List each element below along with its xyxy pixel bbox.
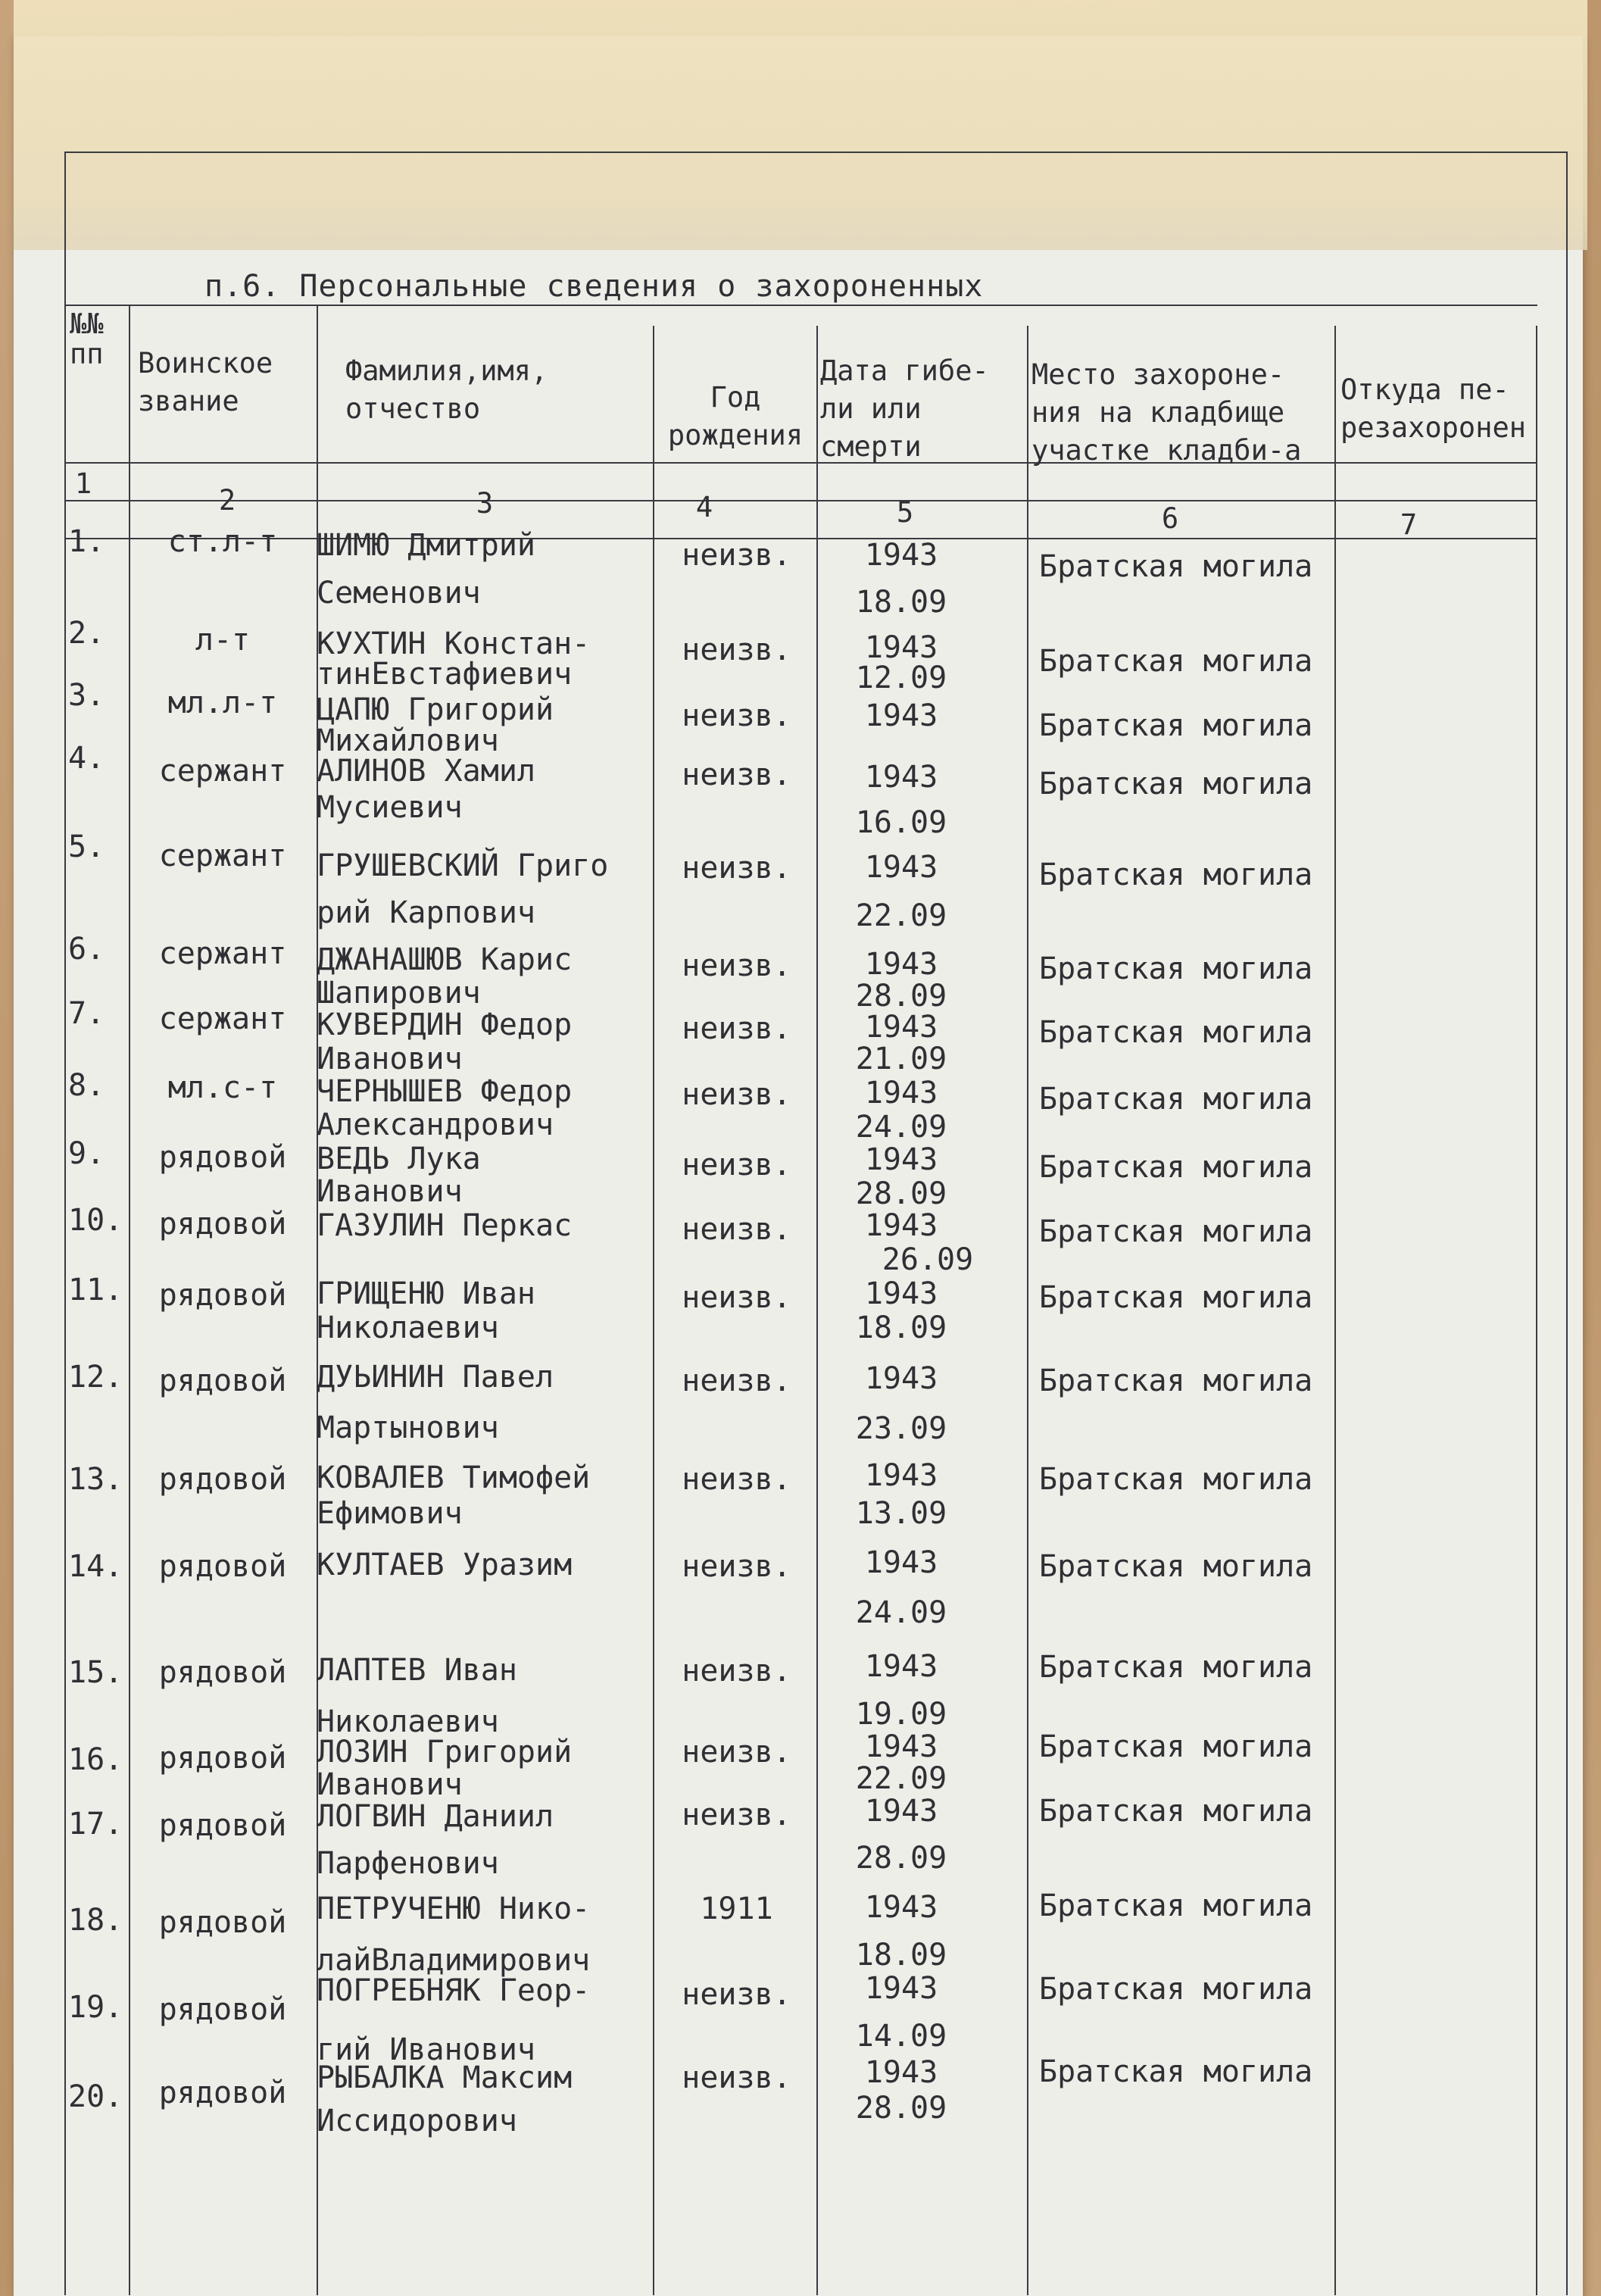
row-number: 13. (68, 1462, 123, 1497)
row-name-line2: гий Иванович (317, 2032, 535, 2067)
row-birth: неизв. (682, 1011, 791, 1046)
row-rank: сержант (158, 839, 287, 873)
row-death-date: 22.09 (855, 898, 947, 933)
row-birth: неизв. (682, 1212, 791, 1247)
row-rank: ст.л-т (167, 524, 278, 559)
row-place: Братская могила (1039, 549, 1313, 584)
row-place: Братская могила (1039, 1214, 1313, 1249)
row-name-line2: Ефимович (317, 1496, 463, 1531)
row-death-year: 1943 (864, 1076, 938, 1111)
row-number: 4. (68, 741, 105, 776)
row-rank: мл.л-т (167, 686, 278, 720)
row-name-line1: ГРУШЕВСКИЙ Григо (317, 848, 609, 883)
row-name-line1: ДУЬИНИН Павел (317, 1360, 554, 1395)
row-rank: сержант (158, 936, 287, 971)
col-number: 3 (476, 487, 494, 520)
header-place: Место захороне- ния на кладбище участке кладби-а (1031, 358, 1302, 467)
row-birth: 1911 (700, 1891, 773, 1926)
row-name-line2: Александрович (317, 1107, 554, 1142)
row-name-line1: ПЕТРУЧЕНЮ Нико- (317, 1891, 591, 1926)
row-rank: рядовой (158, 1808, 287, 1843)
col-number: 6 (1161, 502, 1179, 535)
row-number: 3. (68, 678, 105, 713)
row-name-line2: Иссидорович (317, 2104, 517, 2138)
row-rank: л-т (195, 623, 251, 658)
row-birth: неизв. (682, 1977, 791, 2012)
row-name-line2: Парфенович (317, 1846, 499, 1881)
col-number: 4 (695, 491, 713, 523)
row-death-date: 18.09 (855, 585, 947, 620)
row-birth: неизв. (682, 1549, 791, 1584)
row-name-line2: тинЕвстафиевич (317, 657, 573, 692)
row-place: Братская могила (1039, 857, 1313, 892)
row-birth: неизв. (682, 698, 791, 733)
col-number: 1 (74, 467, 92, 500)
row-name-line2: Михайлович (317, 723, 499, 758)
row-name-line1: ПОГРЕБНЯК Геор- (317, 1973, 591, 2008)
row-place: Братская могила (1039, 1650, 1313, 1685)
row-death-year: 1943 (864, 538, 938, 573)
col-number: 7 (1400, 508, 1418, 541)
row-rank: рядовой (158, 1741, 287, 1776)
row-place: Братская могила (1039, 1364, 1313, 1398)
header-death: Дата гибе- ли или смерти (820, 355, 989, 463)
row-rank: сержант (158, 1001, 287, 1036)
row-name-line1: ЛАПТЕВ Иван (317, 1653, 517, 1688)
row-rank: рядовой (158, 1549, 287, 1584)
row-rank: рядовой (158, 1655, 287, 1690)
row-death-date: 12.09 (855, 661, 947, 695)
row-birth: неизв. (682, 1735, 791, 1770)
row-death-year: 1943 (864, 1649, 938, 1684)
header-name: Фамилия,имя, отчество (345, 355, 548, 425)
row-name-line2: Мартынович (317, 1410, 499, 1445)
row-death-date: 26.09 (882, 1242, 974, 1277)
row-rank: рядовой (158, 1140, 287, 1175)
row-name-line1: ЦАПЮ Григорий (317, 692, 554, 727)
row-place: Братская могила (1039, 644, 1313, 679)
row-rank: сержант (158, 754, 287, 789)
row-name-line1: КУЛТАЕВ Уразим (317, 1548, 573, 1582)
row-number: 15. (68, 1655, 123, 1690)
row-name-line1: АЛИНОВ Хамил (317, 754, 535, 789)
row-death-year: 1943 (864, 1208, 938, 1243)
row-number: 20. (68, 2079, 123, 2114)
row-number: 11. (68, 1273, 123, 1307)
row-name-line1: ЛОГВИН Даниил (317, 1799, 554, 1834)
row-name-line1: РЫБАЛКА Максим (317, 2060, 573, 2095)
row-death-date: 19.09 (855, 1697, 947, 1732)
row-birth: неизв. (682, 948, 791, 983)
row-rank: рядовой (158, 1207, 287, 1242)
row-birth: неизв. (682, 1148, 791, 1182)
row-number: 19. (68, 1990, 123, 2025)
row-death-year: 1943 (864, 1545, 938, 1580)
row-death-date: 28.09 (855, 1841, 947, 1876)
row-death-date: 18.09 (855, 1310, 947, 1345)
row-death-year: 1943 (864, 1729, 938, 1764)
row-rank: рядовой (158, 1462, 287, 1497)
row-number: 7. (68, 996, 105, 1031)
row-name-line2: Иванович (317, 1042, 463, 1076)
row-death-year: 1943 (864, 1458, 938, 1493)
row-birth: неизв. (682, 851, 791, 886)
row-name-line2: Семенович (317, 576, 481, 611)
row-number: 6. (68, 932, 105, 967)
row-place: Братская могила (1039, 767, 1313, 801)
row-rank: рядовой (158, 1278, 287, 1313)
row-name-line2: Николаевич (317, 1310, 499, 1345)
col-number: 2 (218, 484, 236, 517)
row-birth: неизв. (682, 1798, 791, 1832)
row-place: Братская могила (1039, 1150, 1313, 1185)
row-place: Братская могила (1039, 1082, 1313, 1117)
row-name-line2: Иванович (317, 1174, 463, 1209)
col-number: 5 (896, 496, 914, 529)
row-place: Братская могила (1039, 1794, 1313, 1829)
row-birth: неизв. (682, 1462, 791, 1497)
row-number: 8. (68, 1068, 105, 1103)
row-number: 2. (68, 616, 105, 651)
row-death-year: 1943 (864, 1971, 938, 2006)
row-place: Братская могила (1039, 1549, 1313, 1584)
row-death-year: 1943 (864, 1142, 938, 1177)
row-birth: неизв. (682, 1280, 791, 1315)
row-death-date: 24.09 (855, 1595, 947, 1630)
row-name-line2: Иванович (317, 1767, 463, 1802)
row-death-date: 18.09 (855, 1938, 947, 1973)
row-name-line1: ЛОЗИН Григорий (317, 1735, 573, 1770)
row-death-date: 22.09 (855, 1761, 947, 1796)
row-death-year: 1943 (864, 1890, 938, 1925)
row-name-line1: ГАЗУЛИН Перкас (317, 1208, 573, 1243)
row-death-date: 21.09 (855, 1042, 947, 1076)
row-birth: неизв. (682, 538, 791, 573)
row-death-year: 1943 (864, 2055, 938, 2090)
row-birth: неизв. (682, 2060, 791, 2095)
row-birth: неизв. (682, 1364, 791, 1398)
row-place: Братская могила (1039, 1729, 1313, 1764)
row-place: Братская могила (1039, 1462, 1313, 1497)
header-num: №№ пп (70, 308, 104, 370)
row-name-line1: ВЕДЬ Лука (317, 1142, 481, 1176)
row-place: Братская могила (1039, 1888, 1313, 1923)
row-death-date: 28.09 (855, 1176, 947, 1211)
row-number: 16. (68, 1742, 123, 1777)
row-death-date: 14.09 (855, 2019, 947, 2054)
row-name-line1: КУХТИН Констан- (317, 626, 591, 661)
row-death-year: 1943 (864, 1010, 938, 1045)
row-name-line2: Шапирович (317, 976, 481, 1011)
row-rank: рядовой (158, 1364, 287, 1398)
row-death-date: 24.09 (855, 1110, 947, 1145)
row-place: Братская могила (1039, 951, 1313, 986)
row-number: 10. (68, 1203, 123, 1238)
row-name-line1: ДЖАНАШЮВ Карис (317, 942, 573, 977)
row-place: Братская могила (1039, 1972, 1313, 2007)
row-name-line1: КУВЕРДИН Федор (317, 1007, 573, 1042)
row-death-date: 23.09 (855, 1411, 947, 1446)
row-name-line2: Мусиевич (317, 790, 463, 825)
row-rank: мл.с-т (167, 1070, 278, 1105)
row-death-date: 28.09 (855, 2091, 947, 2126)
row-name-line1: ШИМЮ Дмитрий (317, 528, 535, 563)
row-number: 17. (68, 1807, 123, 1841)
row-death-year: 1943 (864, 630, 938, 665)
row-death-year: 1943 (864, 760, 938, 795)
document-title: п.6. Персональные сведения о захороненных (204, 269, 984, 304)
header-origin: Откуда пе- резахоронен (1340, 373, 1527, 444)
row-death-date: 16.09 (855, 805, 947, 840)
row-rank: рядовой (158, 1992, 287, 2027)
row-place: Братская могила (1039, 708, 1313, 743)
row-number: 18. (68, 1903, 123, 1938)
header-birth: Год рождения (667, 381, 804, 451)
row-death-year: 1943 (864, 698, 938, 733)
row-number: 5. (68, 829, 105, 864)
row-rank: рядовой (158, 1905, 287, 1940)
row-birth: неизв. (682, 758, 791, 792)
row-number: 9. (68, 1136, 105, 1171)
row-name-line1: ЧЕРНЫШЕВ Федор (317, 1074, 573, 1109)
row-birth: неизв. (682, 1654, 791, 1688)
header-rank: Воинское звание (138, 347, 273, 417)
row-number: 1. (68, 524, 105, 559)
row-number: 14. (68, 1549, 123, 1584)
row-death-year: 1943 (864, 1276, 938, 1311)
row-place: Братская могила (1039, 1280, 1313, 1315)
row-death-date: 28.09 (855, 979, 947, 1014)
row-name-line2: рий Карпович (317, 895, 535, 930)
row-birth: неизв. (682, 1077, 791, 1112)
row-name-line2: лайВладимирович (317, 1943, 591, 1978)
row-death-year: 1943 (864, 850, 938, 885)
row-place: Братская могила (1039, 2054, 1313, 2089)
row-place: Братская могила (1039, 1015, 1313, 1050)
row-name-line1: ГРИЩЕНЮ Иван (317, 1276, 535, 1311)
row-death-date: 13.09 (855, 1496, 947, 1531)
row-rank: рядовой (158, 2076, 287, 2110)
row-death-year: 1943 (864, 1794, 938, 1829)
row-name-line1: КОВАЛЕВ Тимофей (317, 1460, 591, 1495)
row-death-year: 1943 (864, 947, 938, 982)
row-name-line2: Николаевич (317, 1704, 499, 1739)
row-death-year: 1943 (864, 1361, 938, 1396)
row-number: 12. (68, 1360, 123, 1395)
row-birth: неизв. (682, 633, 791, 667)
